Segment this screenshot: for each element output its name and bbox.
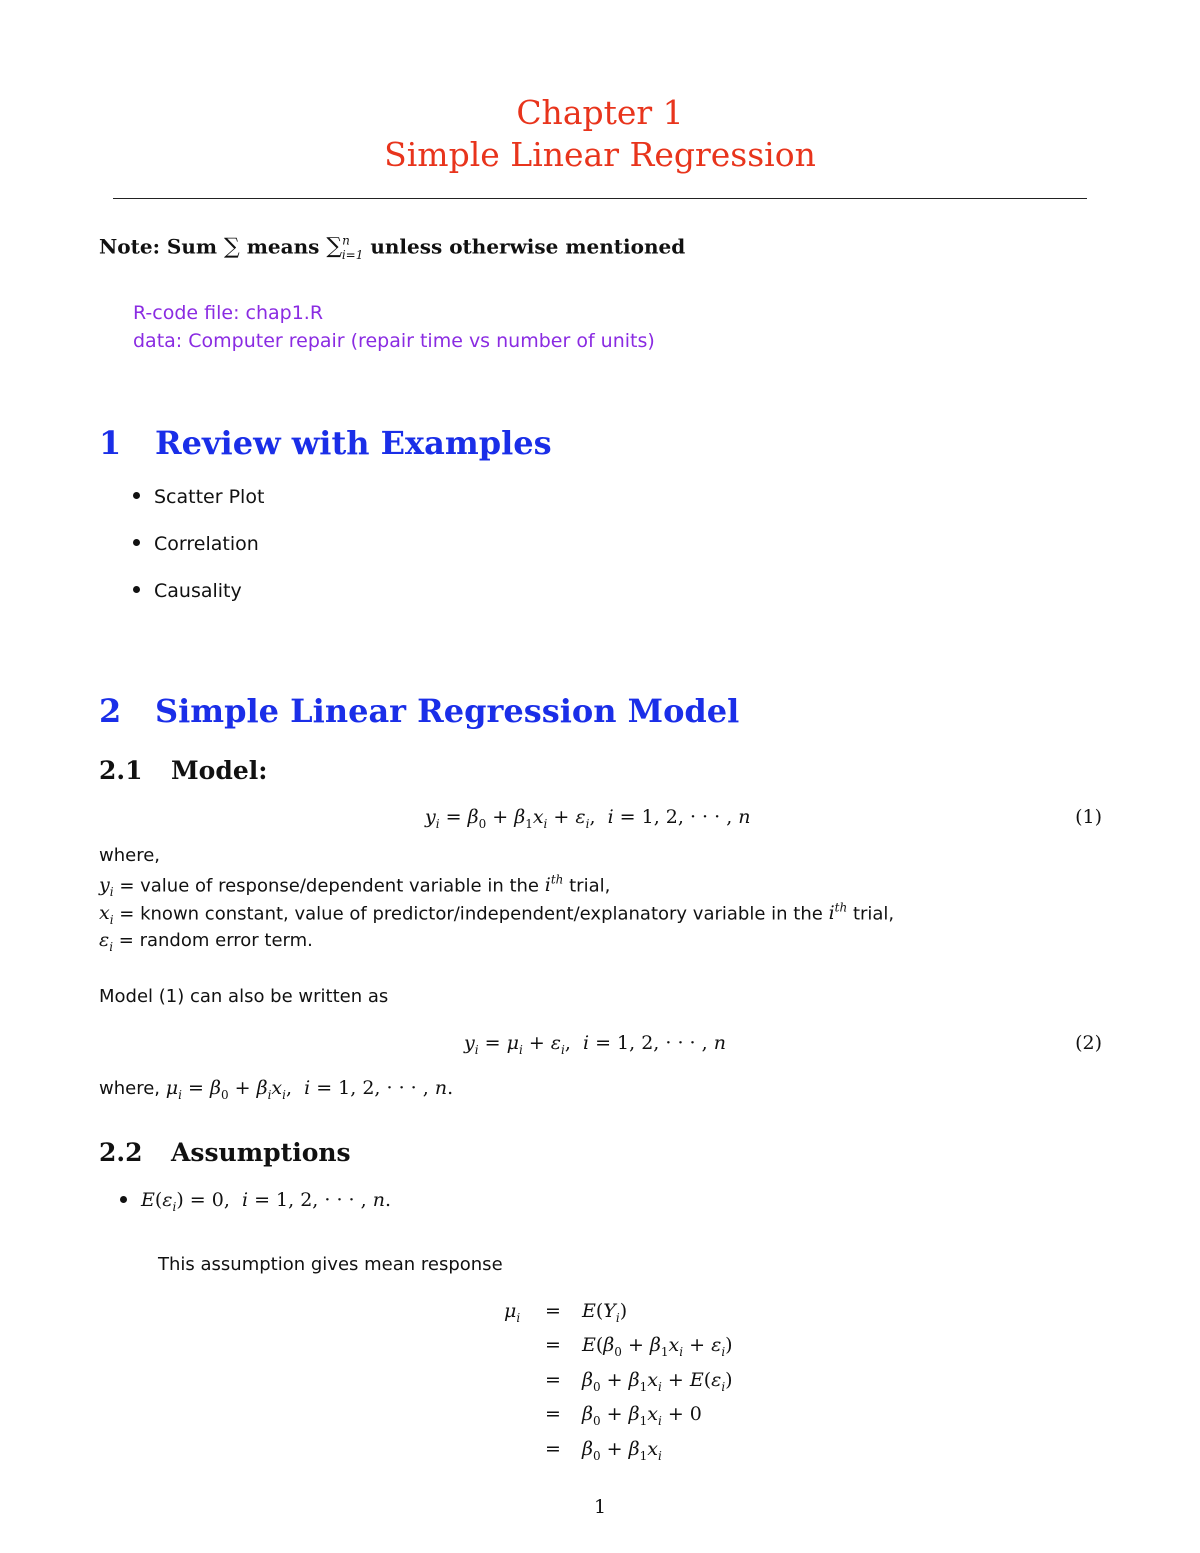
section-1-title: Review with Examples: [155, 424, 552, 462]
derivation-row-5: $\beta_0 + \beta_1x_i$: [582, 1438, 662, 1463]
list-item: [133, 580, 242, 602]
mean-definition: where, $\mu_i = \beta_0 + \beta_ix_i$, i = 1, 2, · · · , n.: [99, 1077, 454, 1102]
rcode-file: R-code file: chap1.R: [133, 302, 324, 324]
derivation-lhs: $\mu_i$: [504, 1300, 521, 1325]
sum-note: [99, 234, 685, 262]
bullet-icon: [120, 1196, 127, 1203]
sigma-symbol: ∑: [224, 234, 240, 260]
sigma-range: ∑$^n_{i=1}$: [326, 234, 364, 262]
list-item: [133, 533, 259, 555]
bullet-text: Correlation: [154, 533, 259, 555]
assumption-text: This assumption gives mean response: [158, 1254, 503, 1275]
section-2-number: 2: [99, 692, 122, 730]
equation-1: $y_i = \beta_0 + \beta_1x_i + \varepsilon_i$, i = 1, 2, · · · , n: [425, 806, 751, 831]
definition-y: $y_i$ = value of response/dependent variable in the $i^{th}$ trial,: [99, 873, 611, 900]
section-1-heading: [99, 424, 552, 462]
derivation-equals: =: [545, 1403, 561, 1425]
equation-2: $y_i = \mu_i + \varepsilon_i$, i = 1, 2, · · · , n: [464, 1032, 726, 1057]
note-label: Note: Sum: [99, 234, 218, 259]
derivation-row-2: $E(\beta_0 + \beta_1x_i + \varepsilon_i)$: [582, 1334, 733, 1359]
bullet-icon: [133, 492, 140, 499]
equation-2-label: (2): [1075, 1032, 1102, 1054]
derivation-row-3: $\beta_0 + \beta_1x_i + E(\varepsilon_i)$: [582, 1369, 733, 1394]
subsection-2-2-heading: [99, 1138, 351, 1167]
chapter-title: Simple Linear Regression: [384, 135, 816, 174]
assumption-1: $E(\varepsilon_i) = 0$, i = 1, 2, · · · , n.: [120, 1189, 391, 1214]
derivation-row-1: $E(Y_i)$: [582, 1300, 628, 1325]
note-rest: unless otherwise mentioned: [370, 234, 686, 259]
model-alt-text: Model (1) can also be written as: [99, 986, 389, 1007]
chapter-label: Chapter 1: [516, 93, 684, 132]
bullet-text: Scatter Plot: [154, 486, 265, 508]
subsection-title: Assumptions: [171, 1138, 351, 1167]
derivation-equals: =: [545, 1300, 561, 1322]
equation-1-label: (1): [1075, 806, 1102, 828]
subsection-2-1-heading: [99, 756, 267, 785]
section-2-title: Simple Linear Regression Model: [155, 692, 740, 730]
where-label: where,: [99, 845, 161, 866]
derivation-equals: =: [545, 1369, 561, 1391]
page-number: 1: [593, 1496, 607, 1518]
definition-epsilon: $\varepsilon_i$ = random error term.: [99, 929, 313, 954]
subsection-number: 2.1: [99, 756, 143, 785]
bullet-icon: [133, 586, 140, 593]
derivation-row-4: $\beta_0 + \beta_1x_i + 0$: [582, 1403, 702, 1428]
derivation-equals: =: [545, 1438, 561, 1460]
derivation-equals: =: [545, 1334, 561, 1356]
title-rule: [113, 198, 1087, 199]
bullet-icon: [133, 539, 140, 546]
list-item: [133, 486, 264, 508]
note-means: means: [246, 234, 320, 259]
section-1-number: 1: [99, 424, 122, 462]
definition-x: $x_i$ = known constant, value of predictor/independent/explanatory variable in the $i^{th}$ trial,: [99, 901, 895, 928]
subsection-title: Model:: [171, 756, 268, 785]
subsection-number: 2.2: [99, 1138, 143, 1167]
bullet-text: Causality: [154, 580, 242, 602]
data-description: data: Computer repair (repair time vs number of units): [133, 330, 655, 352]
section-2-heading: [99, 692, 739, 730]
